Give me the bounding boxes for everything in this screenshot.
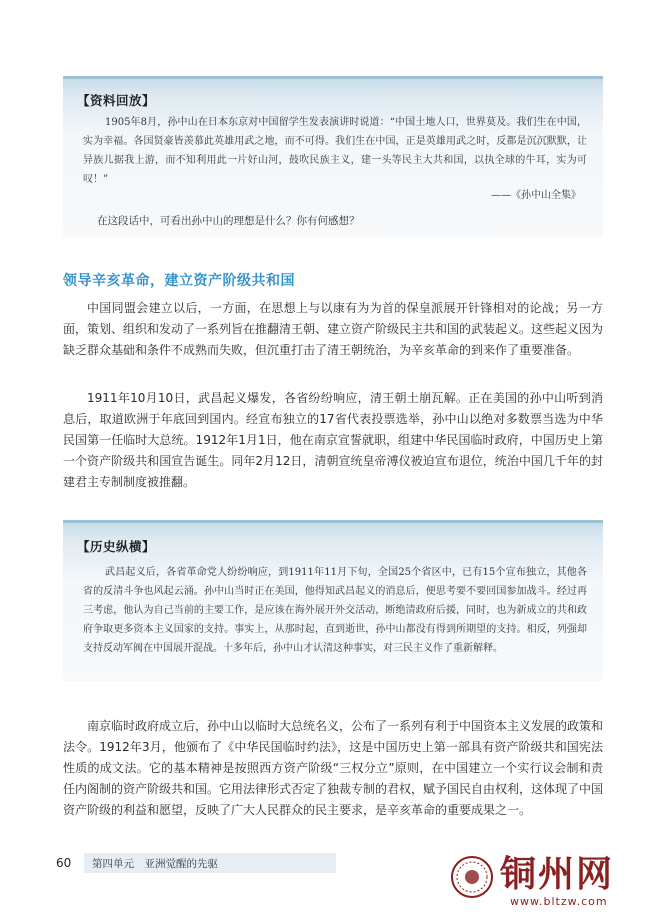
page-number: 60: [56, 856, 72, 870]
history-box-title: 【历史纵横】: [77, 539, 156, 554]
body-paragraph-3: 南京临时政府成立后，孙中山以临时大总统名义，公布了一系列有利于中国资本主义发展的政策和法令。1912年3月，他颁布了《中华民国临时约法》，这是中国历史上第一部具有资产阶级共和国宪法性质的成文法。它的基本精神是按照西方资产阶级“三权分立”原则，在中国建立一个实行议会制和责任内阁制的资产阶级共和国。它用法律形式否定了独裁专制的君权，赋予国民自由权利，这体现了中国资产阶级的利益和愿望，反映了广大人民群众的民主要求，是辛亥革命的重要成果之一。: [63, 719, 604, 817]
sources-box-title: 【资料回放】: [77, 93, 156, 108]
history-box: [63, 520, 603, 681]
section-heading: 领导辛亥革命，建立资产阶级共和国: [63, 273, 295, 289]
watermark-seal-icon: [450, 855, 494, 899]
watermark-url: www.bltzw.com: [510, 895, 608, 908]
sources-box-question: 在这段话中，可看出孙中山的理想是什么？你有何感想？: [97, 215, 360, 227]
sources-box: [63, 76, 603, 237]
sources-box-quote: 1905年8月，孙中山在日本东京对中国留学生发表演讲时说道：“中国土地人口，世界莫及。我们生在中国，实为幸福。各国贤豪皆羡慕此英雄用武之地，而不可得。我们生在中国，正是英雄用武之时，反都是沉沉默默，让异族儿据我上游，而不知利用此一片好山河，鼓吹民族主义，建一头等民主大共和国，以执全球的牛耳，实为可叹！”: [83, 117, 587, 185]
history-box-body: 武昌起义后，各省革命党人纷纷响应，到1911年11月下旬，全国25个省区中，已有15个宣布独立，其他各省的反清斗争也风起云涌。孙中山当时正在美国，他得知武昌起义的消息后，便思考要不要回国参加战斗。经过再三考虑，他认为自己当前的主要工作，是应该在海外展开外交活动，断绝清政府后援，同时，也为新成立的共和政府争取更多资本主义国家的支持。事实上，从那时起，直到逝世，孙中山都没有得到所期望的支持。相反，列强却支持反动军阀在中国展开混战。十多年后，孙中山才认清这种事实，对三民主义作了重新解释。: [83, 567, 587, 654]
watermark-name: 铜州网: [500, 853, 615, 895]
unit-label: 第四单元 亚洲觉醒的先驱: [92, 858, 218, 870]
body-paragraph-2: 1911年10月10日，武昌起义爆发，各省纷纷响应，清王朝土崩瓦解。正在美国的孙中山听到消息后，取道欧洲于年底回到国内。经宣布独立的17省代表投票选举，孙中山以绝对多数票当选为中华民国第一任临时大总统。1912年1月1日，他在南京宣誓就职，组建中华民国临时政府，中国历史上第一个资产阶级共和国宣告诞生。同年2月12日，清朝宣统皇帝溥仪被迫宣布退位，统治中国几千年的封建君主专制制度被推翻。: [63, 391, 603, 489]
sources-box-citation: ——《孙中山全集》: [491, 190, 581, 201]
body-paragraph-1: 中国同盟会建立以后，一方面，在思想上与以康有为为首的保皇派展开针锋相对的论战；另一方面，策划、组织和发动了一系列旨在推翻清王朝、建立资产阶级民主共和国的武装起义。这些起义因为缺乏群众基础和条件不成熟而失败，但沉重打击了清王朝统治，为辛亥革命的到来作了重要准备。: [63, 301, 604, 357]
